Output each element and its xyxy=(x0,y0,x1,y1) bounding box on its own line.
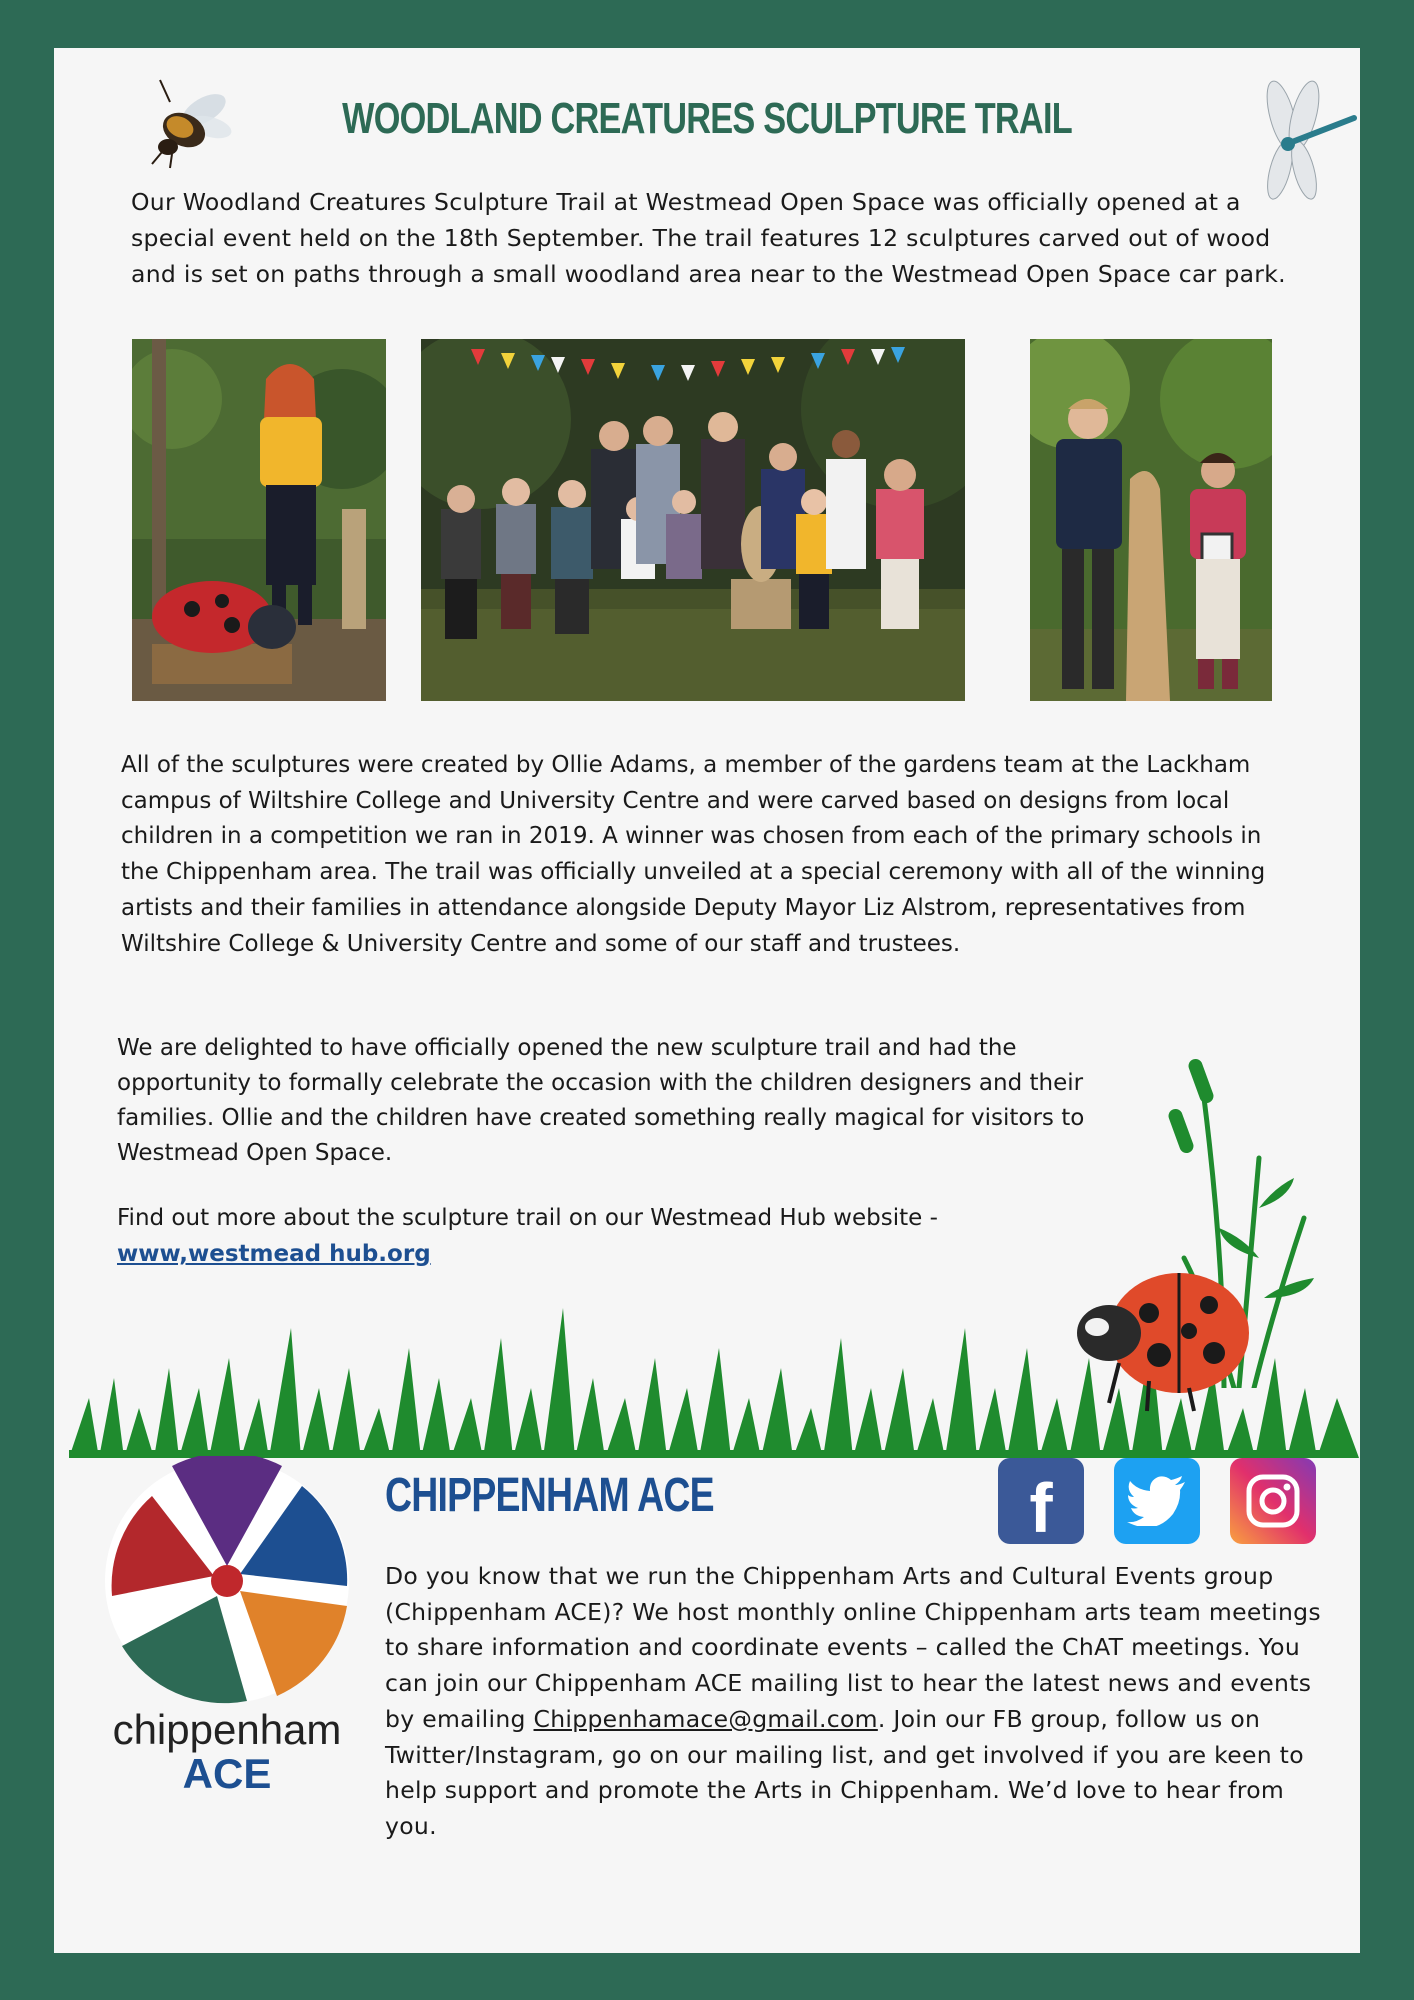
photo-girl-ladybird xyxy=(132,339,386,701)
photo-sculptor-and-child xyxy=(1030,339,1272,701)
instagram-icon[interactable] xyxy=(1230,1458,1316,1544)
sculptures-paragraph: All of the sculptures were created by Ollie Adams, a member of the gardens team at the Lackham campus of Wiltshire College and University Centre and were carved based on designs from local children in a competition we ran in 2019. A winner was chosen from each of the primary schools in the Chippenham area. The trail was officially unveiled at a special ceremony with all of the winning artists and their families in attendance alongside Deputy Mayor Liz Alstrom, representatives from Wiltshire College & University Centre and some of our staff and trustees. xyxy=(121,752,1266,957)
ace-email-link[interactable]: Chippenhamace@gmail.com xyxy=(533,1704,878,1733)
twitter-icon[interactable] xyxy=(1114,1458,1200,1544)
website-paragraph xyxy=(117,1200,1147,1272)
ace-paragraph xyxy=(385,1559,1335,1845)
page-title: WOODLAND CREATURES SCULPTURE TRAIL xyxy=(342,94,1072,143)
celebration-paragraph: We are delighted to have officially opened the new sculpture trail and had the opportunity to formally celebrate the occasion with the children designers and their families. Ollie and the children have created something really magical for visitors to Westmead Open Space. xyxy=(117,1035,1085,1166)
chippenham-ace-logo xyxy=(102,1456,352,1706)
newsletter-page xyxy=(54,48,1360,1953)
logo-wordmark: chippenham xyxy=(112,1706,342,1753)
ace-body-end: . Join our FB group, follow us on Twitter/Instagram, go on our mailing list, and get involved if you are keen to help support and promote the Arts in Chippenham. We’d love to hear from you. xyxy=(385,1704,1304,1840)
westmead-hub-link[interactable]: www,westmead hub.org xyxy=(117,1241,431,1267)
logo-wordmark-ace: ACE xyxy=(182,1750,272,1797)
photo-group xyxy=(421,339,965,701)
ace-body-start: Do you know that we run the Chippenham Arts and Cultural Events group (Chippenham ACE)? We host monthly online Chippenham arts team meetings to share information and coordinate events – called the ChAT meetings. You can join our Chippenham ACE mailing list to hear the latest news and events by emailing xyxy=(385,1562,1321,1733)
facebook-icon[interactable] xyxy=(998,1458,1084,1547)
facebook-glyph: f xyxy=(1029,1469,1053,1547)
website-intro: Find out more about the sculpture trail on our Westmead Hub website - xyxy=(117,1205,938,1231)
ace-title: CHIPPENHAM ACE xyxy=(385,1469,714,1522)
intro-paragraph: Our Woodland Creatures Sculpture Trail at Westmead Open Space was officially opened at a special event held on the 18th September. The trail features 12 sculptures carved out of wood and is set on paths through a small woodland area near to the Westmead Open Space car park. xyxy=(131,188,1286,288)
ladybird-illustration xyxy=(1069,1263,1254,1413)
